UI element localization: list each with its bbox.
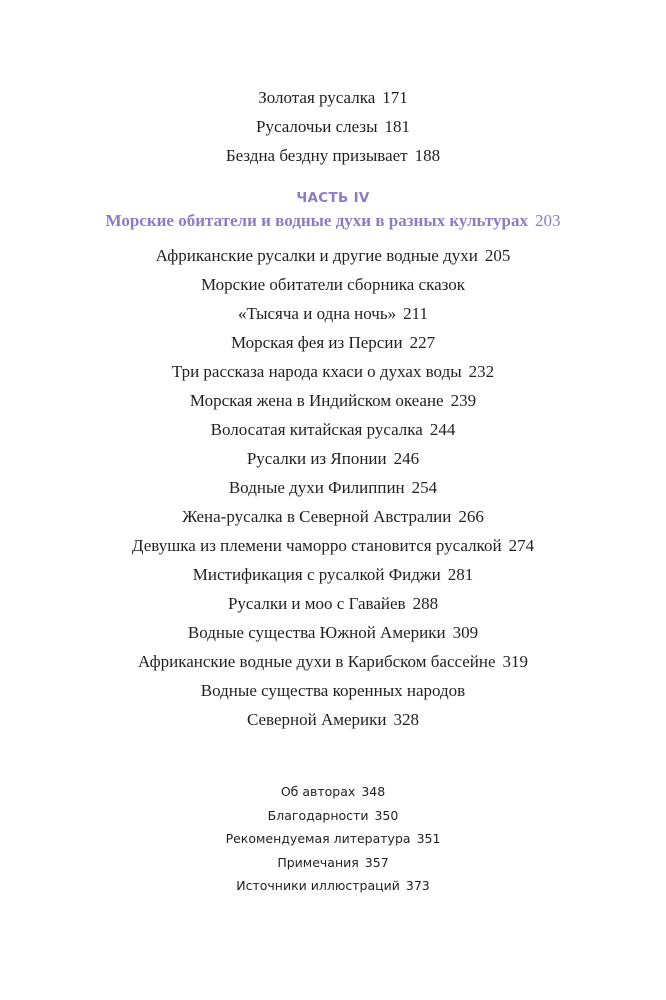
toc-entry-page: 232 <box>468 362 495 381</box>
toc-entry <box>0 112 666 141</box>
toc-entry-title: Водные существа коренных народов <box>200 681 466 700</box>
toc-entry <box>0 270 666 299</box>
toc-entry-page: 350 <box>374 807 399 823</box>
toc-entry-title: Рекомендуемая литература <box>225 831 411 847</box>
toc-entry-title: Водные духи Филиппин <box>228 478 405 497</box>
toc-entry <box>0 589 666 618</box>
toc-entry-title: Русалки и моо с Гавайев <box>227 594 406 613</box>
toc-entry <box>0 647 666 676</box>
toc-entry-title: Источники иллюстраций <box>236 878 400 894</box>
toc-entry-title: Об авторах <box>280 784 356 799</box>
toc-entry-page: 373 <box>405 878 430 894</box>
toc-entry-page: 227 <box>409 333 436 352</box>
toc-entry-title: Африканские русалки и другие водные духи <box>155 246 478 265</box>
toc-entry <box>0 328 666 357</box>
toc-entry <box>0 618 666 647</box>
toc-entry <box>0 241 666 270</box>
toc-entry-page: 181 <box>384 117 410 136</box>
toc-entries-main <box>0 241 666 734</box>
toc-entry <box>0 780 666 804</box>
toc-entry-page: 266 <box>458 507 484 526</box>
toc-entry-page: 351 <box>416 831 441 847</box>
toc-entry-page: 274 <box>508 536 535 555</box>
toc-entry <box>0 851 666 875</box>
toc-entry-title: Русалочьи слезы <box>255 117 378 136</box>
toc-entries-top <box>0 83 666 170</box>
part-title <box>0 207 666 234</box>
toc-entry-page: 244 <box>429 420 456 439</box>
toc-entry-title: Примечания <box>277 854 359 870</box>
toc-entry-page: 281 <box>447 565 474 584</box>
toc-entry-title: Жена-русалка в Северной Австралии <box>182 507 452 526</box>
toc-entry-title: Морские обитатели сборника сказок <box>200 275 466 294</box>
toc-entry-title: Водные существа Южной Америки <box>187 623 446 642</box>
toc-entry <box>0 415 666 444</box>
toc-entry-page: 171 <box>382 88 408 107</box>
part-title-page: 203 <box>534 211 561 230</box>
toc-entry-title: Морская жена в Индийском океане <box>189 391 444 410</box>
toc-entry-page: 328 <box>393 710 420 729</box>
toc-entry-title: «Тысяча и одна ночь» <box>238 304 397 323</box>
toc-entry <box>0 386 666 415</box>
toc-entry-title: Бездна бездну призывает <box>225 146 408 165</box>
toc-entry <box>0 299 666 328</box>
toc-entry <box>0 531 666 560</box>
toc-entry-title: Русалки из Японии <box>246 449 387 468</box>
part-title-text: Морские обитатели и водные духи в разных культурах <box>105 211 528 230</box>
toc-entry <box>0 83 666 112</box>
toc-entry-page: 288 <box>412 594 439 613</box>
toc-entry-page: 357 <box>364 854 389 870</box>
toc-entry <box>0 502 666 531</box>
toc-entry-page: 254 <box>411 478 438 497</box>
toc-entry <box>0 705 666 734</box>
toc-entries-back-matter <box>0 780 666 898</box>
toc-entry-title: Девушка из племени чаморро становится русалкой <box>131 536 502 555</box>
toc-entry-title: Золотая русалка <box>258 88 376 107</box>
toc-entry <box>0 676 666 705</box>
toc-entry <box>0 141 666 170</box>
toc-entry-page: 188 <box>414 146 441 165</box>
toc-entry-page: 205 <box>484 246 511 265</box>
toc-entry-title: Три рассказа народа кхаси о духах воды <box>171 362 462 381</box>
toc-entry-title: Северной Америки <box>246 710 387 729</box>
toc-entry-title: Мистификация с русалкой Фиджи <box>192 565 441 584</box>
toc-entry <box>0 827 666 851</box>
toc-entry-page: 319 <box>502 652 529 671</box>
toc-entry-page: 309 <box>452 623 479 642</box>
toc-entry-title: Благодарности <box>267 807 369 823</box>
part-label: ЧАСТЬ IV <box>296 190 370 206</box>
toc-entry-page: 348 <box>361 784 386 799</box>
toc-entry <box>0 473 666 502</box>
toc-entry-title: Африканские водные духи в Карибском бассейне <box>137 652 496 671</box>
toc-entry <box>0 560 666 589</box>
toc-entry <box>0 444 666 473</box>
toc-entry-page: 211 <box>403 304 428 323</box>
toc-entry <box>0 804 666 828</box>
toc-entry <box>0 357 666 386</box>
toc-entry-title: Волосатая китайская русалка <box>210 420 423 439</box>
toc-entry-page: 239 <box>450 391 477 410</box>
toc-entry-title: Морская фея из Персии <box>230 333 403 352</box>
toc-entry-page: 246 <box>393 449 420 468</box>
toc-entry <box>0 874 666 898</box>
